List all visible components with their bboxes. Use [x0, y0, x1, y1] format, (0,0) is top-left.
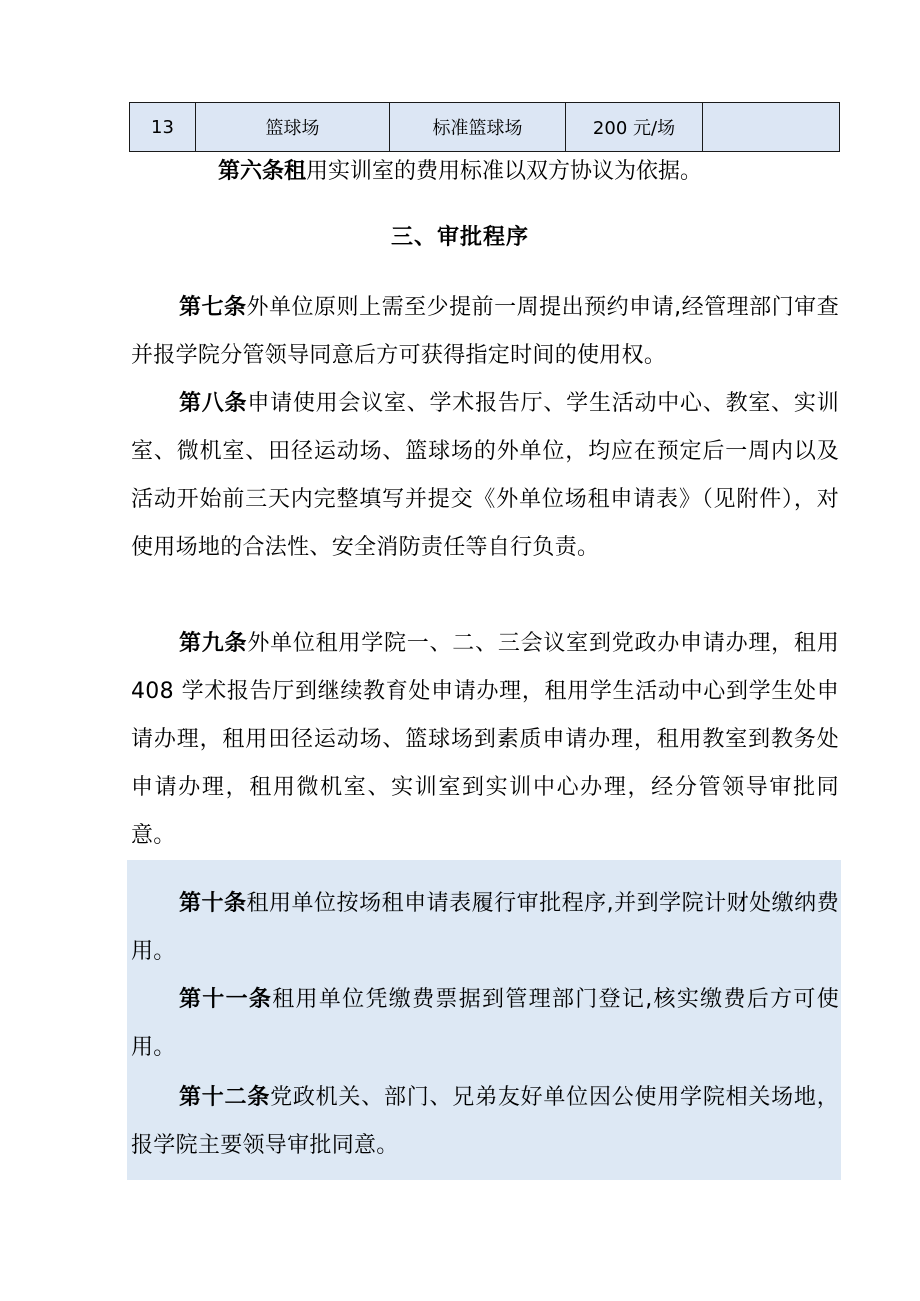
cell-number: 13	[130, 103, 196, 152]
article-11-label: 第十一条	[179, 987, 273, 1012]
fee-table-container	[129, 102, 839, 152]
article-6	[0, 152, 920, 192]
article-9	[131, 620, 839, 860]
article-6-label: 第六条租	[217, 159, 306, 184]
cell-venue-spec: 标准篮球场	[390, 103, 566, 152]
cell-venue-name: 篮球场	[196, 103, 390, 152]
article-12	[131, 1074, 839, 1170]
article-11	[131, 976, 839, 1072]
article-10	[131, 880, 839, 976]
article-10-text: 租用单位按场租申请表履行审批程序,并到学院计财处缴纳费用。	[131, 891, 839, 964]
article-7	[131, 284, 839, 380]
fee-table	[129, 102, 840, 152]
article-8	[131, 380, 839, 572]
cell-price: 200 元/场	[566, 103, 703, 152]
article-8-text: 申请使用会议室、学术报告厅、学生活动中心、教室、实训室、微机室、田径运动场、篮球场的外单位，均应在预定后一周内以及活动开始前三天内完整填写并提交《外单位场租申请表》（见附件），对使用场地的合法性、安全消防责任等自行负责。	[131, 391, 839, 560]
section-heading: 三、审批程序	[390, 225, 529, 250]
article-11-text: 租用单位凭缴费票据到管理部门登记,核实缴费后方可使用。	[131, 987, 839, 1060]
article-9-label: 第九条	[179, 631, 248, 656]
article-10-label: 第十条	[179, 891, 247, 916]
cell-note	[703, 103, 840, 152]
article-6-text: 用实训室的费用标准以双方协议为依据。	[306, 159, 703, 184]
table-row	[130, 103, 840, 152]
article-7-label: 第七条	[179, 295, 247, 320]
article-8-label: 第八条	[179, 391, 248, 416]
article-7-text: 外单位原则上需至少提前一周提出预约申请,经管理部门审查并报学院分管领导同意后方可获得指定时间的使用权。	[131, 295, 839, 368]
article-9-text: 外单位租用学院一、二、三会议室到党政办申请办理，租用 408 学术报告厅到继续教育处申请办理，租用学生活动中心到学生处申请办理，租用田径运动场、篮球场到素质申请办理，租用教室到教务处申请办理，租用微机室、实训室到实训中心办理，经分管领导审批同意。	[131, 631, 839, 848]
article-12-text: 党政机关、部门、兄弟友好单位因公使用学院相关场地，报学院主要领导审批同意。	[131, 1085, 839, 1158]
article-12-label: 第十二条	[179, 1085, 271, 1110]
